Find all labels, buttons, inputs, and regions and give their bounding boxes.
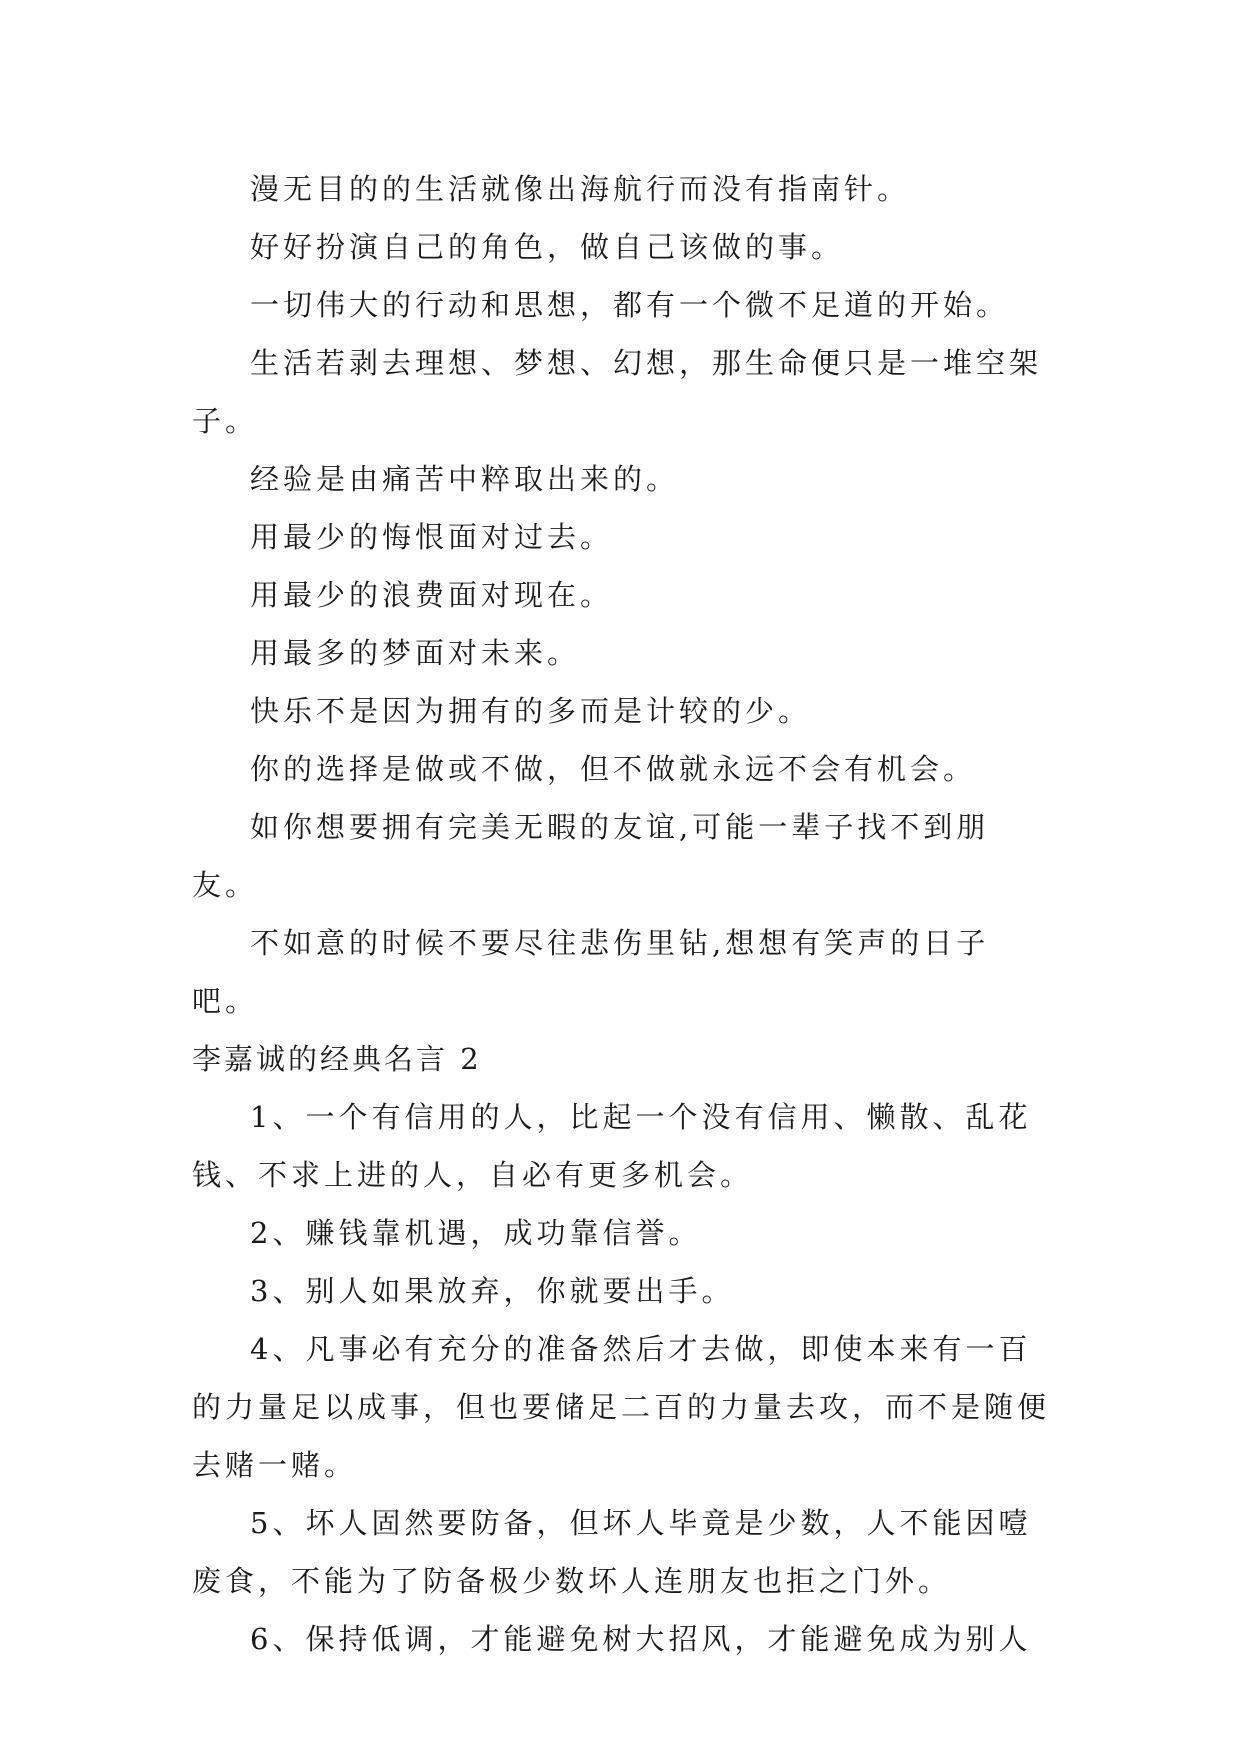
- paragraph: 用最多的梦面对未来。: [250, 636, 581, 670]
- paragraph: 经验是由痛苦中粹取出来的。: [250, 462, 680, 496]
- document-body: [192, 160, 1052, 1668]
- paragraph: 不如意的时候不要尽往悲伤里钻,想想有笑声的日子吧。: [192, 926, 990, 1018]
- paragraph: 3、别人如果放弃，你就要出手。: [250, 1274, 735, 1308]
- paragraph: 一切伟大的行动和思想，都有一个微不足道的开始。: [250, 288, 1010, 322]
- paragraph: 生活若剥去理想、梦想、幻想，那生命便只是一堆空架子。: [192, 346, 1043, 438]
- paragraph: 好好扮演自己的角色，做自己该做的事。: [250, 230, 845, 264]
- paragraph: 6、保持低调，才能避免树大招风，才能避免成为别人: [250, 1622, 1032, 1656]
- paragraph: 用最少的浪费面对现在。: [250, 578, 614, 612]
- paragraph: 2、赚钱靠机遇，成功靠信誉。: [250, 1216, 702, 1250]
- paragraph: 用最少的悔恨面对过去。: [250, 520, 614, 554]
- paragraph: 快乐不是因为拥有的多而是计较的少。: [250, 694, 812, 728]
- paragraph: 1、一个有信用的人，比起一个没有信用、懒散、乱花钱、不求上进的人，自必有更多机会。: [192, 1100, 1032, 1192]
- paragraph: 你的选择是做或不做，但不做就永远不会有机会。: [250, 752, 977, 786]
- paragraph: 漫无目的的生活就像出海航行而没有指南针。: [250, 172, 911, 206]
- paragraph: 5、坏人固然要防备，但坏人毕竟是少数，人不能因噎废食，不能为了防备极少数坏人连朋友也拒之门外。: [192, 1506, 1032, 1598]
- section-title: 李嘉诚的经典名言 2: [192, 1042, 482, 1076]
- paragraph: 4、凡事必有充分的准备然后才去做，即使本来有一百的力量足以成事，但也要储足二百的力量去攻，而不是随便去赌一赌。: [192, 1332, 1051, 1482]
- paragraph: 如你想要拥有完美无暇的友谊,可能一辈子找不到朋友。: [192, 810, 990, 902]
